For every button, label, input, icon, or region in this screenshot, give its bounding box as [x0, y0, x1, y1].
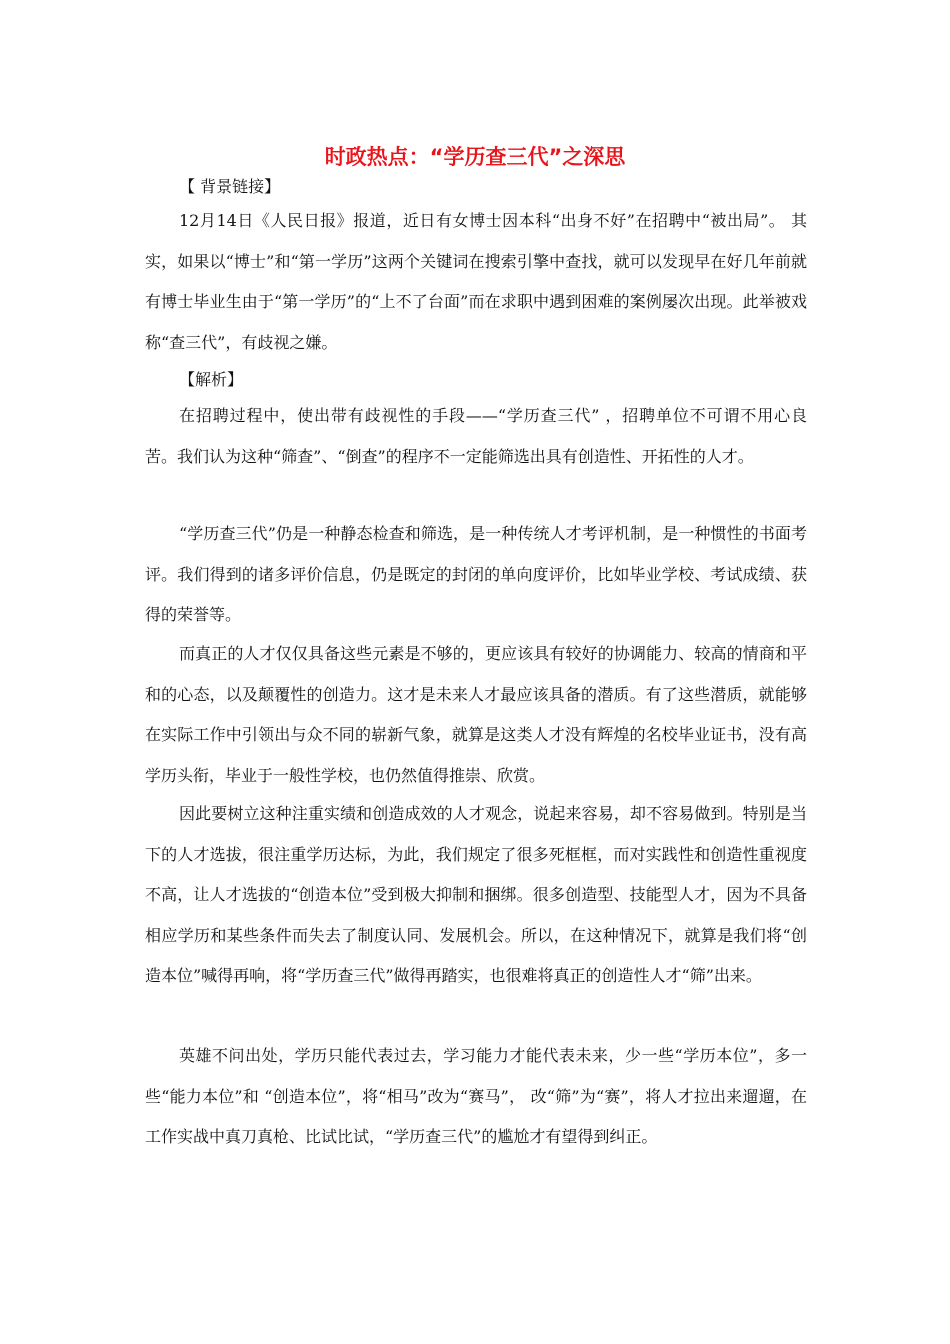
analysis-paragraph-3: 而真正的人才仅仅具备这些元素是不够的，更应该具有较好的协调能力、较高的情商和平和的心态，以及颠覆性的创造力。这才是未来人才最应该具备的潜质。有了这些潜质，就能够在实际工作中引领出与众不同的崭新气象，就算是这类人才没有辉煌的名校毕业证书，没有高学历头衔，毕业于一般性学校，也仍然值得推崇、欣赏。: [145, 644, 807, 785]
analysis-paragraph-4: 因此要树立这种注重实绩和创造成效的人才观念，说起来容易，却不容易做到。特别是当下的人才选拔，很注重学历达标，为此，我们规定了很多死框框，而对实践性和创造性重视度不高，让人才选拔的“创造本位”受到极大抑制和捆绑。很多创造型、技能型人才，因为不具备相应学历和某些条件而失去了制度认同、发展机会。所以，在这种情况下，就算是我们将“创造本位”喊得再响，将“学历查三代”做得再踏实，也很难将真正的创造性人才“筛”出来。: [145, 804, 807, 985]
analysis-paragraph-2: “学历查三代”仍是一种静态检查和筛选，是一种传统人才考评机制，是一种惯性的书面考评。我们得到的诸多评价信息，仍是既定的封闭的单向度评价，比如毕业学校、考试成绩、获得的荣誉等。: [145, 524, 807, 624]
background-paragraph: 12月14日《人民日报》报道，近日有女博士因本科“出身不好”在招聘中“被出局”。 其实，如果以“博士”和“第一学历”这两个关键词在搜索引擎中查找，就可以发现早在好几年前就有博士毕业生由于“第一学历”的“上不了台面”而在求职中遇到困难的案例屡次出现。此举被戏称“查三代”，有歧视之嫌。: [145, 211, 807, 352]
analysis-heading: 【解析】: [179, 370, 244, 389]
analysis-paragraph-1: 在招聘过程中，使出带有歧视性的手段——“学历查三代” ，招聘单位不可谓不用心良苦。我们认为这种“筛查”、“倒查”的程序不一定能筛选出具有创造性、开拓性的人才。: [145, 406, 807, 466]
background-heading: 【 背景链接】: [179, 177, 281, 196]
document-title: 时政热点：“学历查三代”之深思: [324, 145, 626, 169]
analysis-paragraph-5: 英雄不问出处，学历只能代表过去，学习能力才能代表未来，少一些“学历本位”，多一些“能力本位”和 “创造本位”，将“相马”改为“赛马”， 改“筛”为“赛”，将人才拉出来遛遛，在工作实战中真刀真枪、比试比试，“学历查三代”的尴尬才有望得到纠正。: [145, 1046, 807, 1146]
